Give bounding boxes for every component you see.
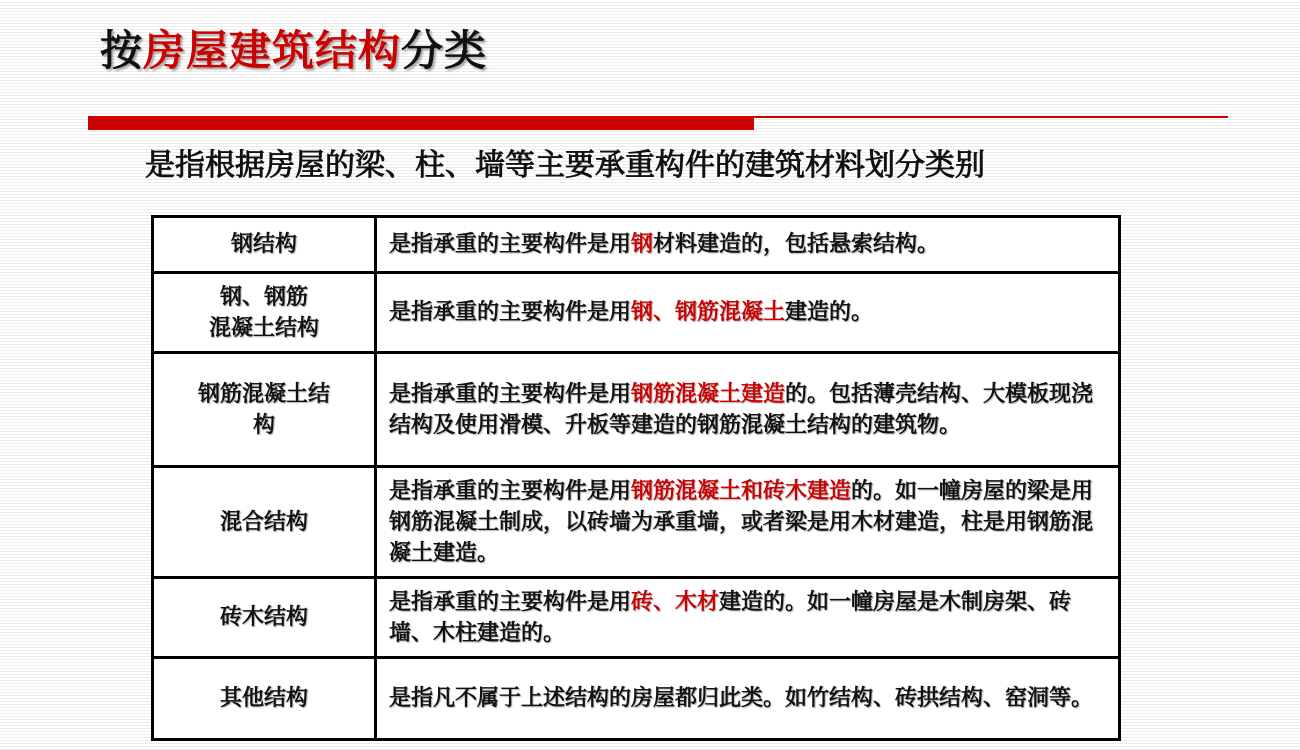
title-rule-thick [88,116,754,130]
desc-text: 是指承重的主要构件是用 [389,589,632,615]
structure-name-line1: 钢结构 [230,232,297,257]
title-prefix: 按 [100,26,144,75]
desc-text: 是指承重的主要构件是用 [389,381,632,407]
structure-name-line1: 混合结构 [219,509,308,535]
table-row [153,658,1120,740]
desc-highlight: 钢、钢筋混凝土 [631,300,786,325]
desc-text: 的。包括薄壳结构、大模板现浇结构及使用滑模、升板等建造的钢筋混凝土结构的建筑物。 [389,381,1094,438]
structure-name-line2: 构 [252,412,275,438]
desc-highlight: 钢筋混凝土建造 [631,381,786,407]
structure-name-line1: 其他结构 [219,686,308,711]
structure-description [376,658,1120,740]
structure-name-line1: 砖木结构 [219,605,308,630]
desc-text: 是指承重的主要构件是用 [389,232,632,257]
structure-description [376,353,1120,467]
structure-name-line2: 混凝土结构 [208,315,319,341]
structure-name [153,467,376,578]
desc-text: 材料建造的，包括悬索结构。 [653,232,940,257]
desc-text: 建造的。如一幢房屋是木制房架、砖墙、木柱建造的。 [389,589,1072,646]
desc-highlight: 钢 [631,232,654,257]
title-suffix: 分类 [401,26,488,75]
structure-name [153,217,376,273]
desc-text: 的。如一幢房屋的梁是用钢筋混凝土制成，以砖墙为承重墙，或者梁是用木材建造，柱是用钢筋混凝土建造。 [389,478,1094,566]
structure-name-line1: 钢、钢筋 [219,284,308,310]
structure-name [153,353,376,467]
page-title [100,18,487,78]
structure-description [376,217,1120,273]
desc-highlight: 钢筋混凝土和砖木建造 [631,478,852,504]
structure-name [153,578,376,658]
table-row [153,273,1120,353]
desc-text: 是指承重的主要构件是用 [389,478,632,504]
table-row [153,217,1120,273]
desc-text: 是指凡不属于上述结构的房屋都归此类。如竹结构、砖拱结构、窑洞等。 [389,686,1094,711]
table-row [153,467,1120,578]
structure-description [376,467,1120,578]
subtitle: 是指根据房屋的梁、柱、墙等主要承重构件的建筑材料划分类别 [145,148,985,183]
desc-highlight: 砖、木材 [631,589,720,615]
desc-text: 是指承重的主要构件是用 [389,300,632,325]
desc-text: 建造的。 [785,300,874,325]
structure-name-line1: 钢筋混凝土结 [197,381,330,407]
table-row [153,578,1120,658]
title-highlight: 房屋建筑结构 [143,26,402,75]
structure-name [153,273,376,353]
structure-description [376,273,1120,353]
structure-name [153,658,376,740]
title-rule-thin [754,116,1228,118]
table-row [153,353,1120,467]
structure-description [376,578,1120,658]
structure-table [151,215,1121,741]
